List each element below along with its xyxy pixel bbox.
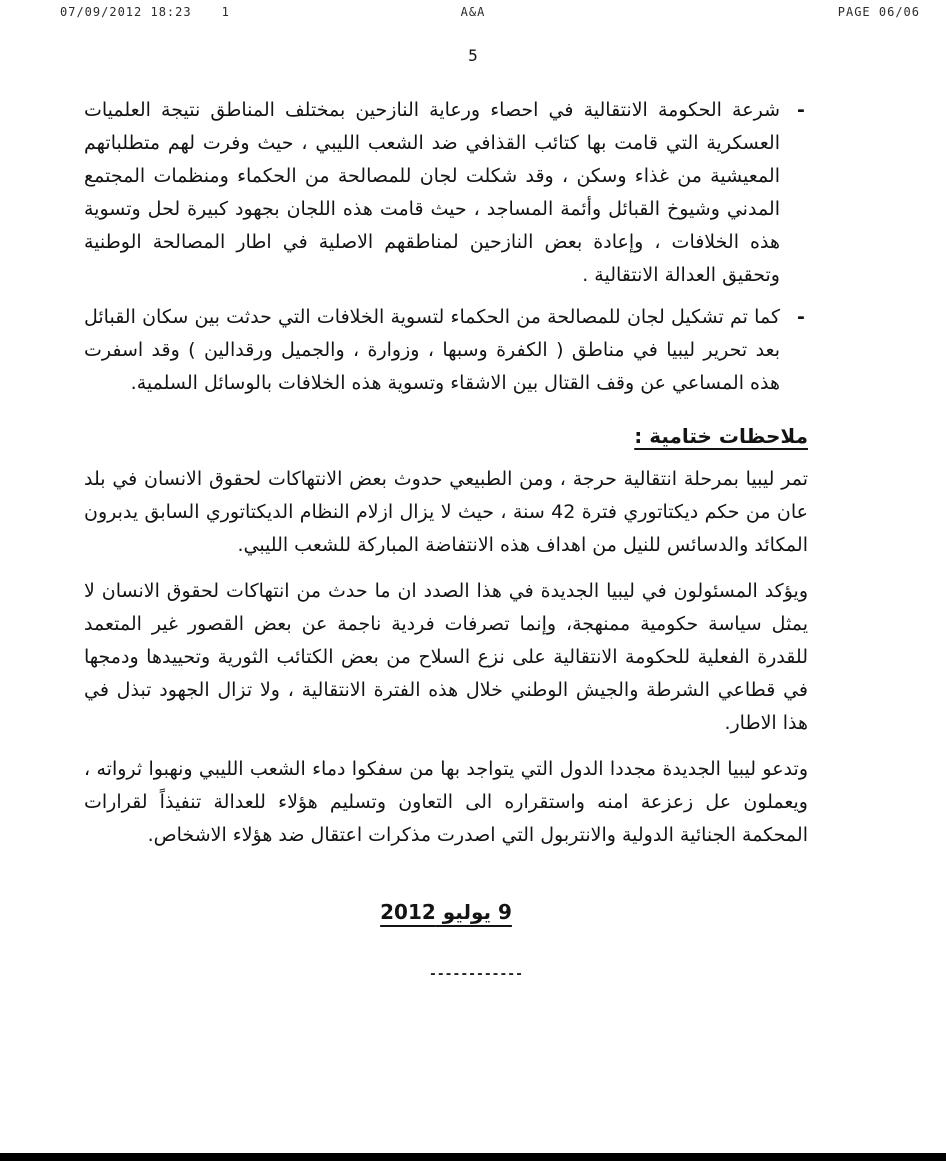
paragraph: تمر ليبيا بمرحلة انتقالية حرجة ، ومن الطبيعي حدوث بعض الانتهاكات لحقوق الانسان في بلد عان من حكم ديكتاتوري فترة 42 سنة ، حيث لا يزال ازلام النظام الديكتاتوري السابق يدبرون المكائد والدسائس للنيل من اهداف هذه الانتفاضة المباركة للشعب الليبي. (84, 468, 808, 556)
fax-header-left (60, 5, 230, 19)
list-item (84, 94, 808, 292)
separator-dashes: ------------ (429, 967, 523, 982)
bullet-text: شرعة الحكومة الانتقالية في احصاء ورعاية النازحين بمختلف المناطق نتيجة العلميات العسكرية التي قامت بها كتائب القذافي ضد الشعب الليبي ، حيث وفرت لهم متطلباتهم المعيشية من غذاء وسكن ، وقد شكلت لجان للمصالحة من الحكماء ومنظمات المجتمع المدني وشيوخ القبائل وأئمة المساجد ، حيث قامت هذه اللجان بجهود كبيرة لحل وتسوية هذه الخلافات ، وإعادة بعض النازحين لمناطقهم الاصلية في اطار المصالحة الوطنية وتحقيق العدالة الانتقالية . (84, 99, 780, 286)
fax-header (0, 5, 946, 21)
date-line: 9 يوليو 2012 (380, 900, 512, 924)
fax-header-sender-label: A&A (460, 5, 486, 19)
fax-header-station-id: 1 (221, 5, 230, 19)
scanner-edge-strip (0, 1153, 946, 1161)
bullet-text: كما تم تشكيل لجان للمصالحة من الحكماء لتسوية الخلافات التي حدثت بين سكان القبائل بعد تحرير ليبيا في مناطق ( الكفرة وسبها ، وزوارة ، والجميل ورقدالين ) وقد اسفرت هذه المساعي عن وقف القتال بين الاشقاء وتسوية هذه الخلافات بالوسائل السلمية. (84, 306, 780, 394)
list-item (84, 301, 808, 400)
date-line-wrap (84, 896, 808, 930)
document-body (84, 94, 808, 991)
paragraph: وتدعو ليبيا الجديدة مجددا الدول التي يتواجد بها من سفكوا دماء الشعب الليبي ونهبوا ثرواته ، ويعملون عل زعزعة امنه واستقراره الى التعاون وتسليم هؤلاء للعدالة تنفيذاً لقرارات المحكمة الجنائية الدولية والانتربول التي اصدرت مذكرات اعتقال ضد هؤلاء الاشخاص. (84, 758, 808, 846)
closing-remarks-heading: ملاحظات ختامية : (634, 424, 808, 448)
page-number: 5 (468, 46, 478, 65)
fax-header-page-count: PAGE 06/06 (837, 5, 920, 19)
bullet-dash: - (797, 99, 805, 121)
paragraph: ويؤكد المسئولون في ليبيا الجديدة في هذا الصدد ان ما حدث من انتهاكات لحقوق الانسان لا يمثل سياسة حكومية ممنهجة، وإنما تصرفات فردية ناجمة عن بعض القصور غير المتعمد للقدرة الفعلية للحكومة الانتقالية على نزع السلاح من بعض الكتائب الثورية وتحييدها ودمجها في قطاعي الشرطة والجيش الوطني خلال هذه الفترة الانتقالية ، ولا تزال الجهود تبذل في هذا الاطار. (84, 580, 808, 734)
bullet-dash: - (797, 306, 805, 328)
fax-header-datetime: 07/09/2012 18:23 (60, 5, 192, 19)
